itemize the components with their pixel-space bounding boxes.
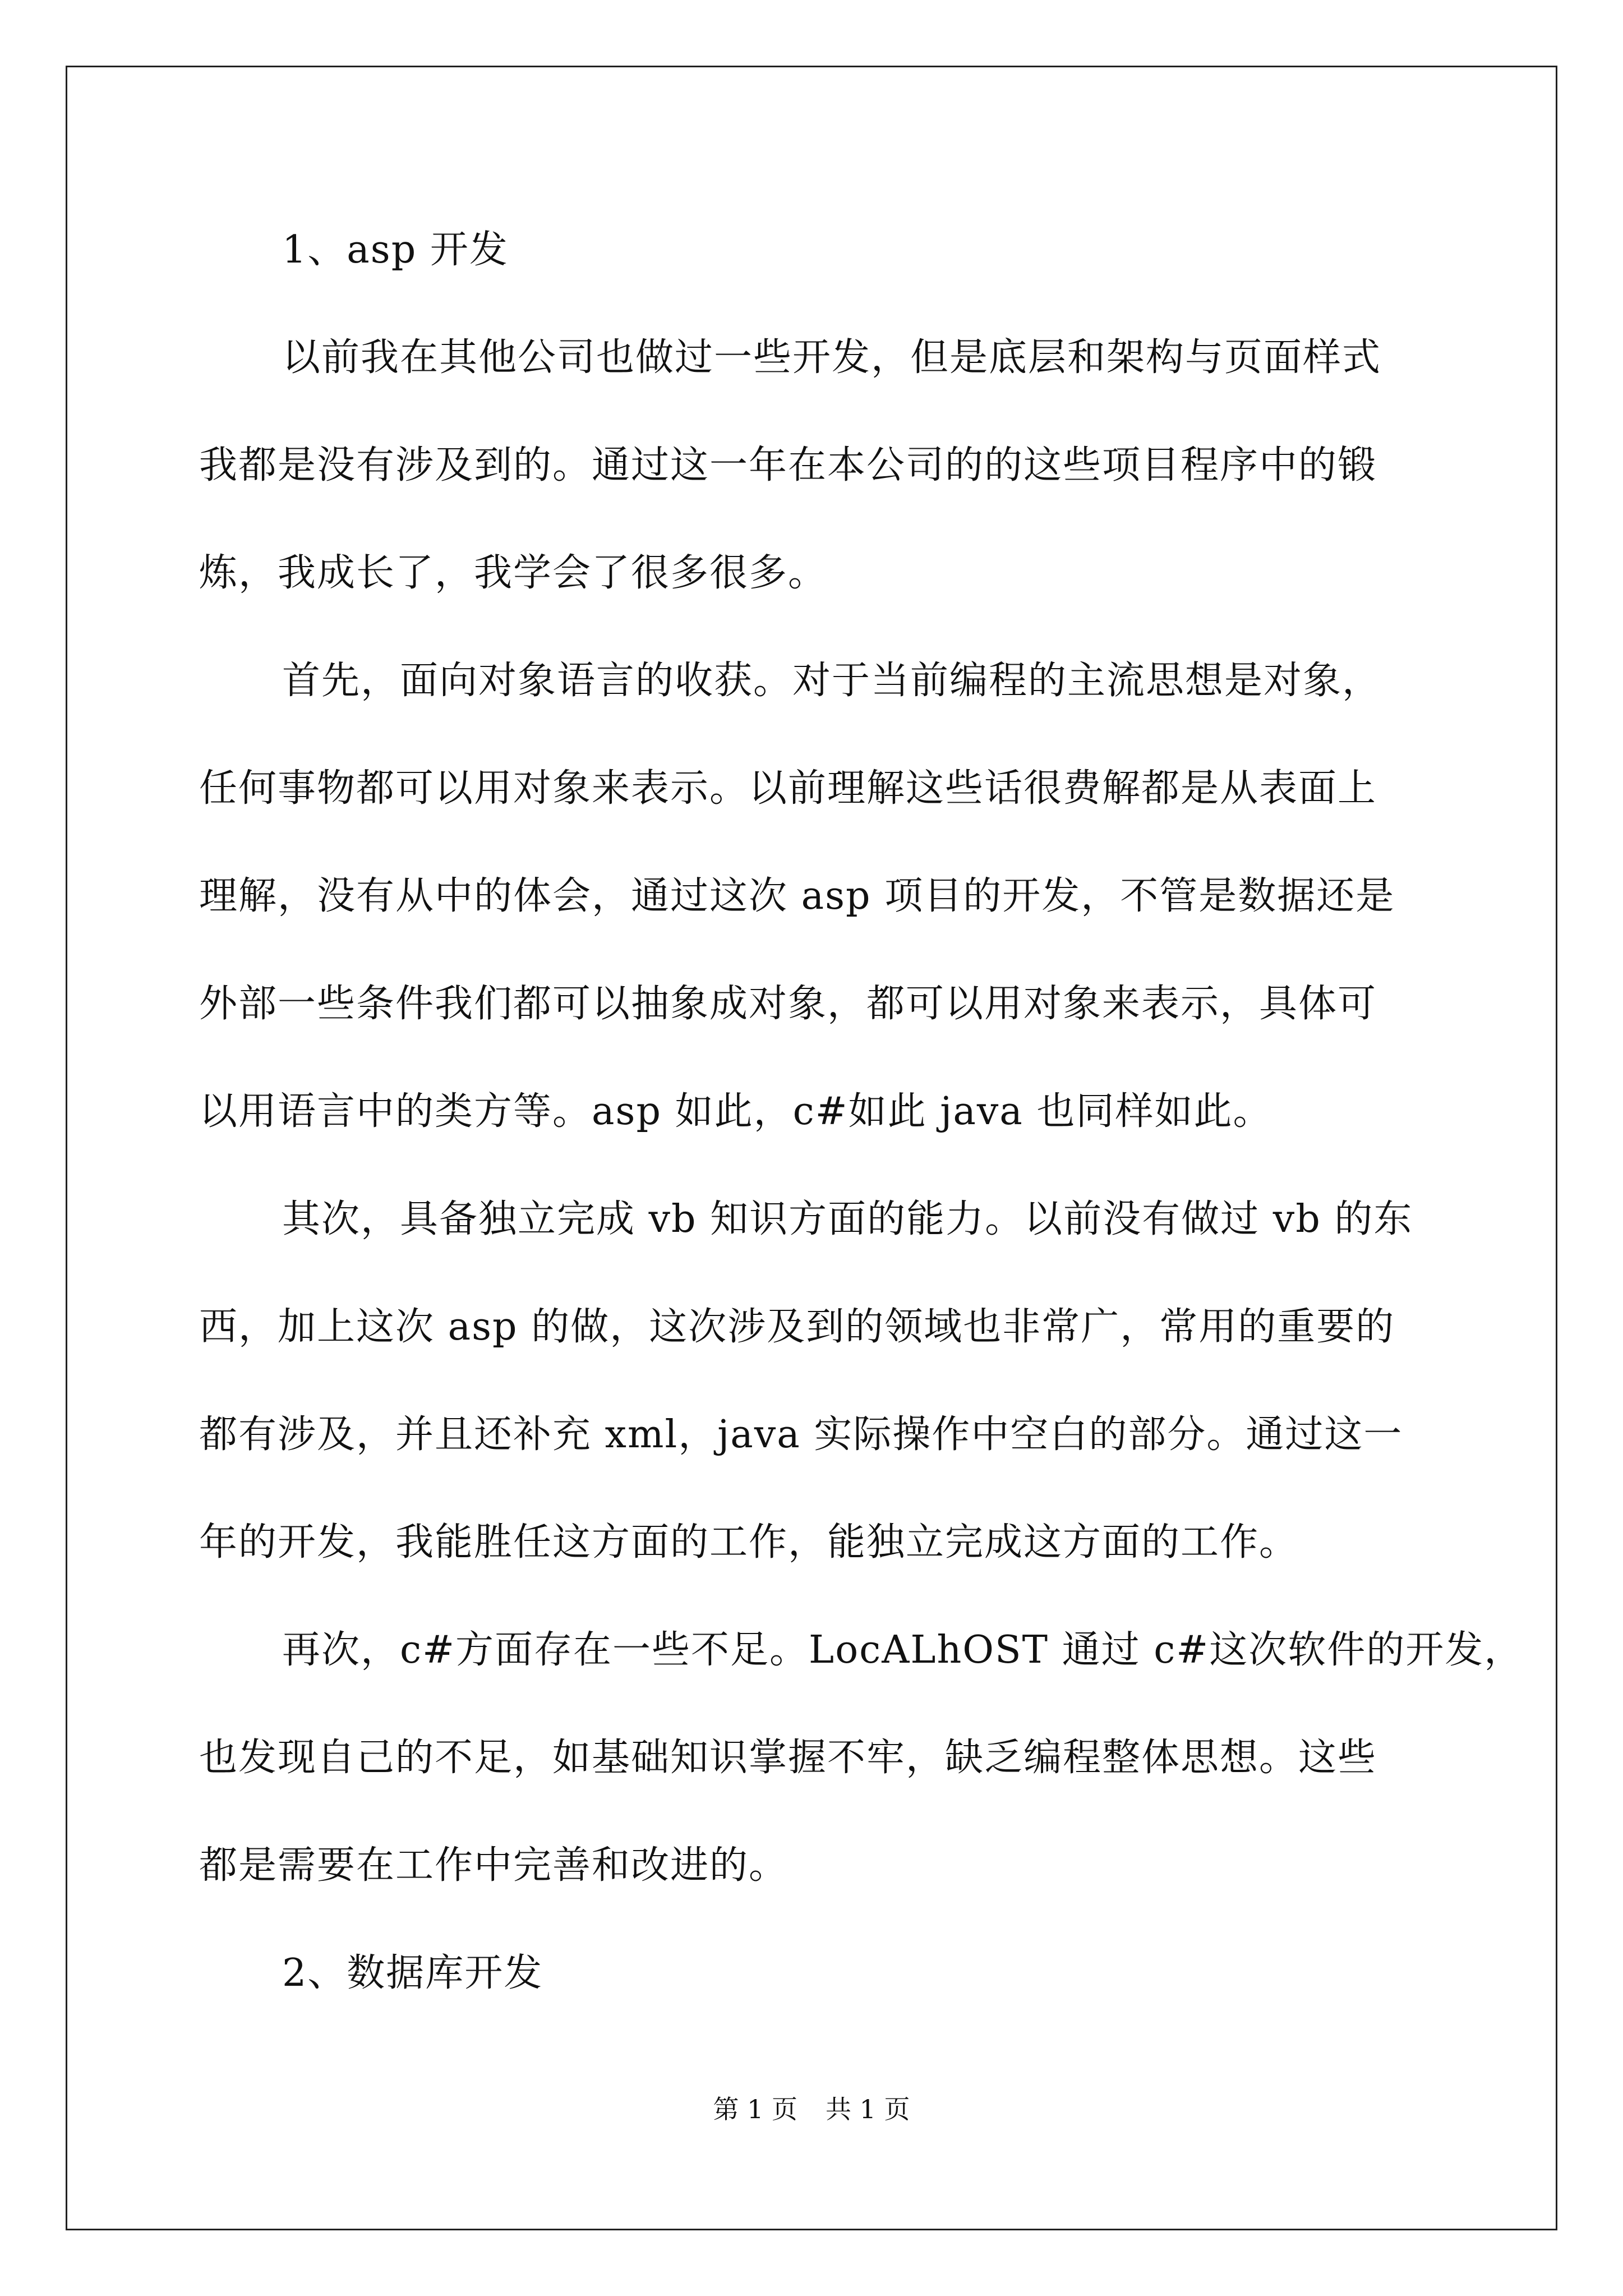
paragraph-line: 任何事物都可以用对象来表示。以前理解这些话很费解都是从表面上 [199,766,1377,811]
paragraph-line: 都是需要在工作中完善和改进的。 [199,1843,789,1888]
paragraph-line: 以用语言中的类方等。asp 如此，c#如此 java 也同样如此。 [199,1089,1272,1134]
paragraph-line: 炼，我成长了，我学会了很多很多。 [199,551,828,595]
heading-database-development: 2、数据库开发 [282,1951,543,1995]
paragraph-line: 理解，没有从中的体会，通过这次 asp 项目的开发，不管是数据还是 [199,874,1395,918]
paragraph-line: 也发现自己的不足，如基础知识掌握不牢，缺乏编程整体思想。这些 [199,1736,1377,1780]
heading-asp-development: 1、asp 开发 [282,228,509,272]
paragraph-line: 年的开发，我能胜任这方面的工作，能独立完成这方面的工作。 [199,1520,1299,1565]
paragraph-line: 西，加上这次 asp 的做，这次涉及到的领域也非常广，常用的重要的 [199,1305,1395,1349]
page-number-total: 共 1 页 [826,2094,910,2124]
page-border [66,66,1557,2230]
paragraph-line: 以前我在其他公司也做过一些开发，但是底层和架构与页面样式 [282,335,1382,380]
paragraph-line: 外部一些条件我们都可以抽象成对象，都可以用对象来表示，具体可 [199,982,1377,1026]
page-footer [0,2092,1623,2126]
paragraph-line: 我都是没有涉及到的。通过这一年在本公司的的这些项目程序中的锻 [199,443,1377,487]
paragraph-line: 首先，面向对象语言的收获。对于当前编程的主流思想是对象， [282,659,1382,703]
paragraph-line: 都有涉及，并且还补充 xml，java 实际操作中空白的部分。通过这一 [199,1412,1403,1457]
paragraph-line: 其次，具备独立完成 vb 知识方面的能力。以前没有做过 vb 的东 [282,1197,1413,1241]
page-number-current: 第 1 页 [713,2094,797,2124]
paragraph-line: 再次，c#方面存在一些不足。LocALhOST 通过 c#这次软件的开发， [282,1628,1524,1672]
